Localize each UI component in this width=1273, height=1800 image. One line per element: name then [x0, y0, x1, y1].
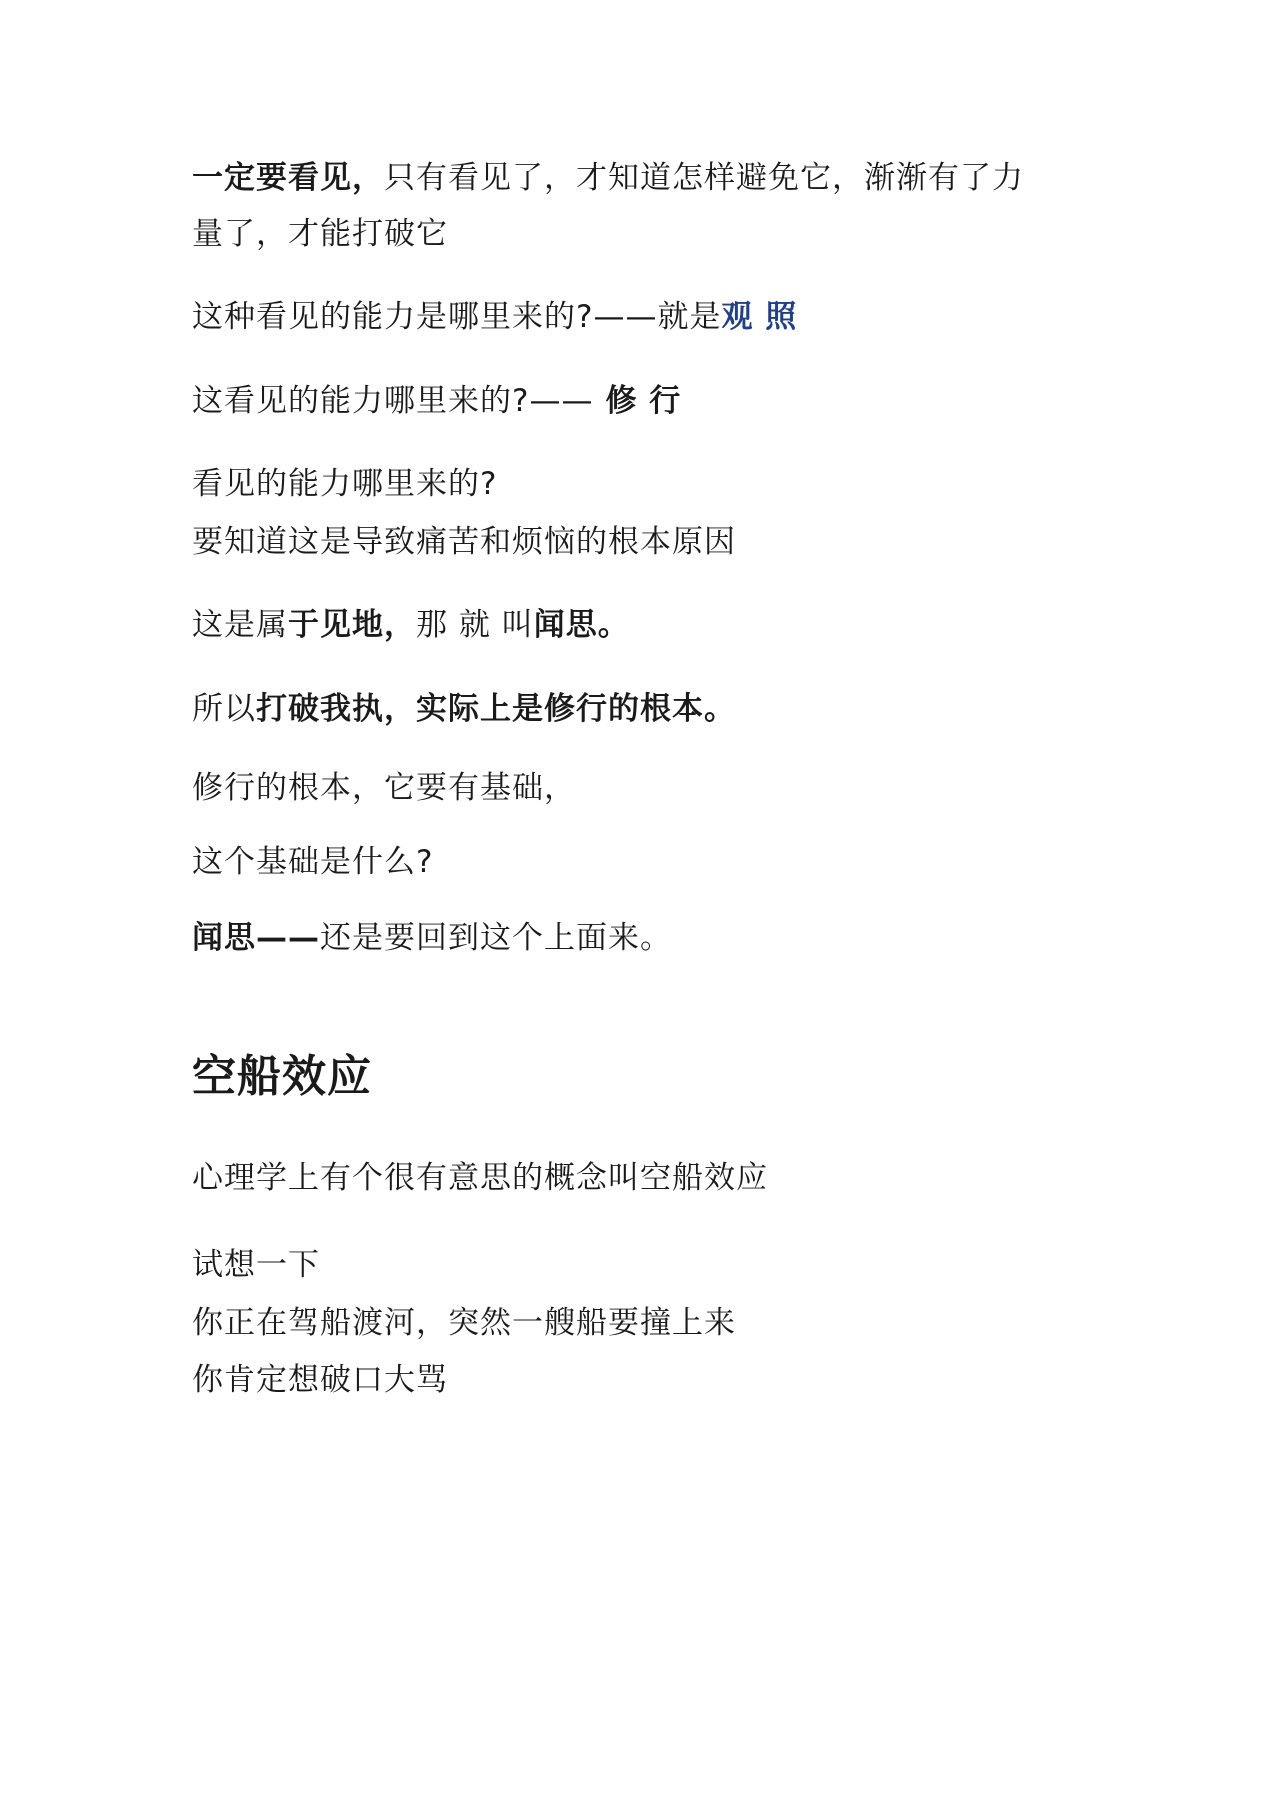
paragraph-question: 看见的能力哪里来的? [192, 466, 498, 502]
paragraph-text: 这看见的能力哪里来的?—— [192, 383, 594, 419]
paragraph-observe [192, 297, 797, 337]
paragraph-imagine: 试想一下 [192, 1247, 320, 1283]
bold-statement: 打破我执，实际上是修行的根本。 [256, 691, 736, 727]
paragraph-text: 这是属 [192, 607, 288, 643]
paragraph-cause: 要知道这是导致痛苦和烦恼的根本原因 [192, 524, 736, 560]
paragraph-practice [192, 381, 681, 421]
paragraph-text: 只有看见了，才知道怎样避免它，渐渐有了力 [384, 160, 1024, 196]
bold-lead: 一定要看见， [192, 160, 384, 196]
paragraph-foundation-question: 这个基础是什么? [192, 844, 434, 880]
paragraph-text: 还是要回到这个上面来。 [320, 920, 672, 956]
paragraph-root [192, 689, 736, 729]
paragraph-see-line2: 量了，才能打破它 [192, 216, 448, 252]
section-heading: 空船效应 [192, 1051, 372, 1102]
paragraph-boat: 你正在驾船渡河，突然一艘船要撞上来 [192, 1305, 736, 1341]
bold-term: 修 行 [605, 383, 682, 419]
bold-term: 于见地， [288, 607, 416, 643]
bold-term: 闻思。 [533, 607, 630, 643]
bold-term: 闻思—— [192, 920, 320, 956]
paragraph-see-line1 [192, 158, 1024, 198]
paragraph-text: 那 就 叫 [416, 607, 534, 643]
paragraph-foundation: 修行的根本，它要有基础， [192, 770, 576, 806]
paragraph-text: 这种看见的能力是哪里来的?——就是 [192, 299, 722, 335]
paragraph-view [192, 605, 630, 645]
paragraph-curse: 你肯定想破口大骂 [192, 1362, 448, 1398]
paragraph-text: 所以 [192, 691, 256, 727]
highlight-term: 观 照 [721, 299, 798, 335]
paragraph-concept: 心理学上有个很有意思的概念叫空船效应 [192, 1160, 768, 1196]
paragraph-back-to-basics [192, 918, 672, 958]
